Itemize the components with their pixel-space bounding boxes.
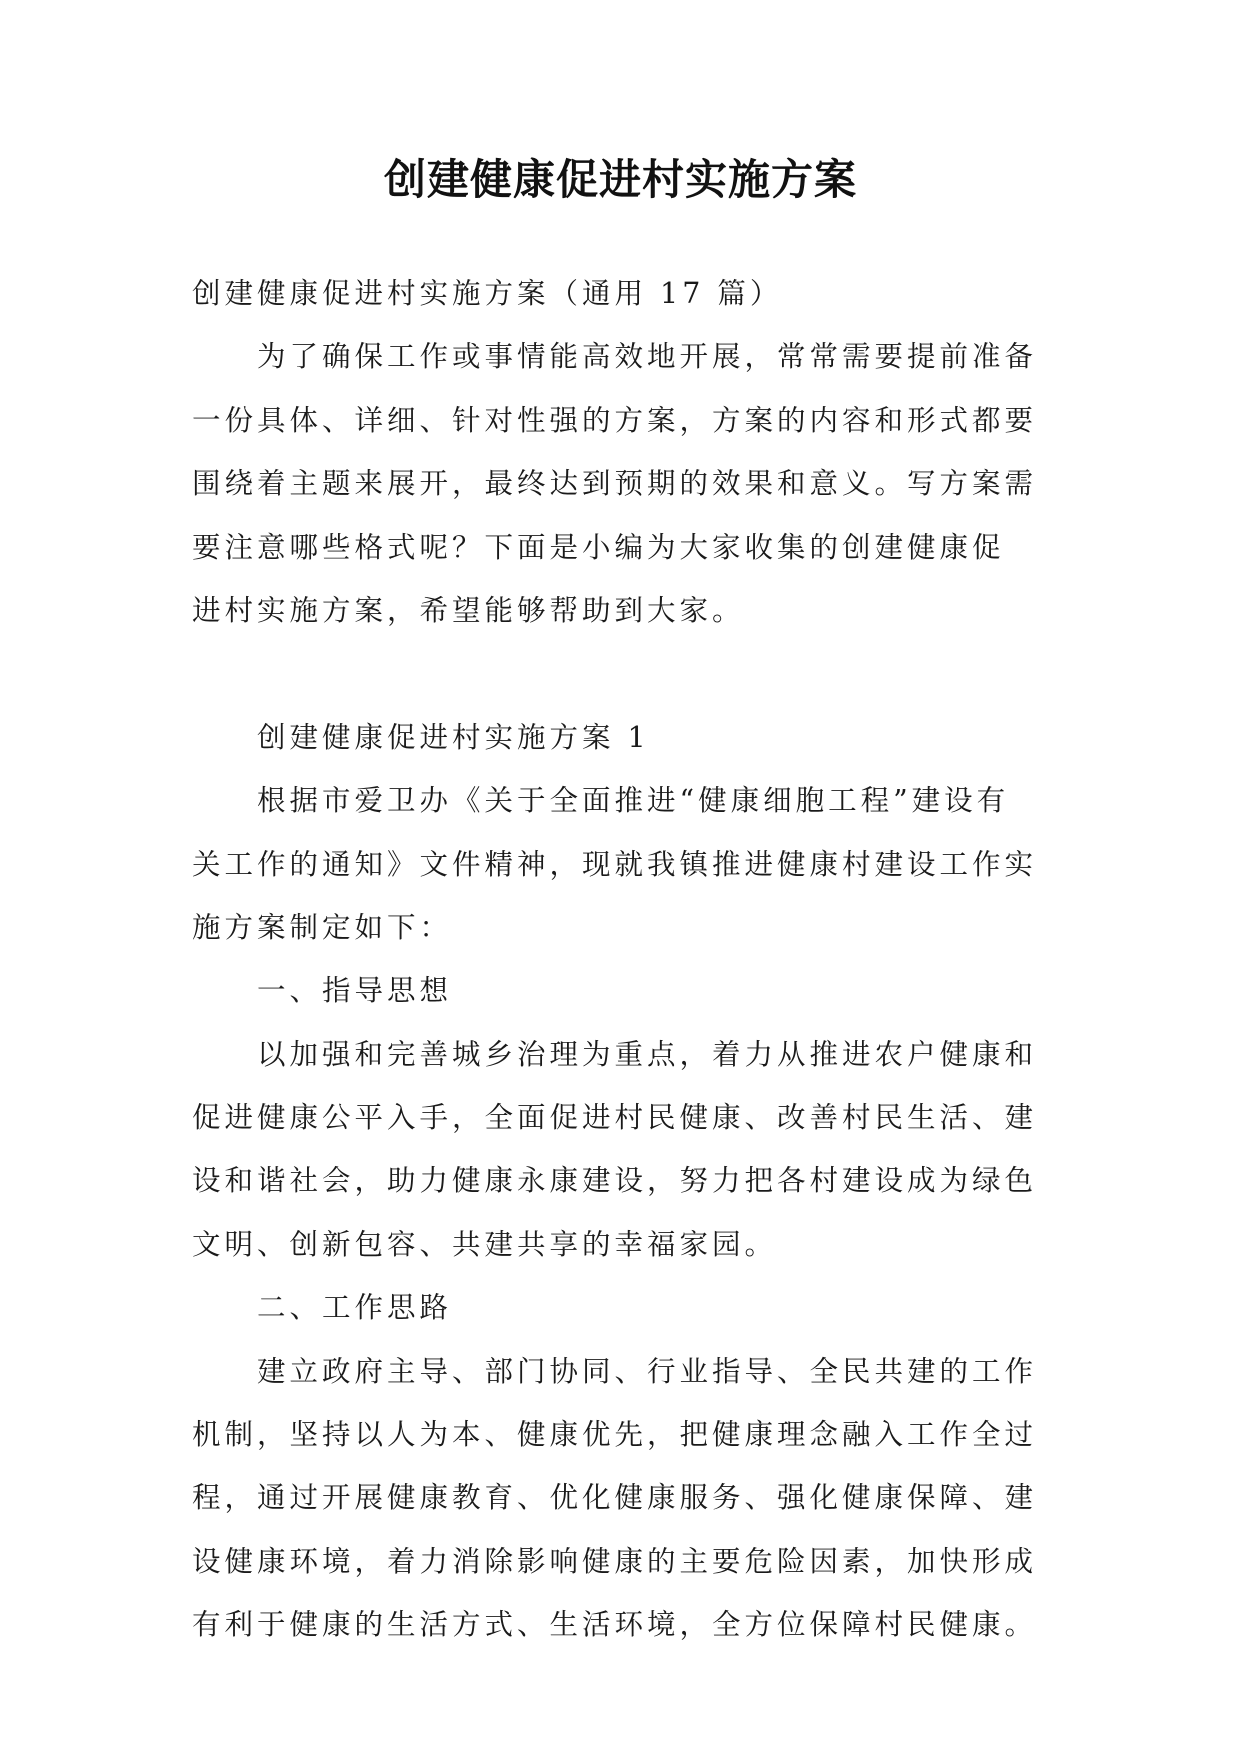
paragraph-line: 以加强和完善城乡治理为重点，着力从推进农户健康和 [257,1037,1038,1071]
paragraph-line: 要注意哪些格式呢？下面是小编为大家收集的创建健康促 [192,530,1005,564]
paragraph-line: 机制，坚持以人为本、健康优先，把健康理念融入工作全过 [192,1418,1038,1452]
heading-guiding-ideology: 一、指导思想 [257,974,453,1008]
heading-work-approach: 二、工作思路 [257,1291,453,1325]
section-heading: 创建健康促进村实施方案 1 [257,720,650,754]
document-subtitle: 创建健康促进村实施方案（通用 17 篇） [192,277,783,310]
document-body [192,262,1060,1657]
paragraph-line: 围绕着主题来展开，最终达到预期的效果和意义。写方案需 [192,467,1038,501]
paragraph-line: 施方案制定如下： [192,910,453,944]
guiding-paragraph [192,1023,1060,1277]
paragraph-line: 建立政府主导、部门协同、行业指导、全民共建的工作 [257,1354,1038,1388]
paragraph-line: 根据市爱卫办《关于全面推进“健康细胞工程”建设有 [257,784,1010,818]
paragraph-line: 文明、创新包容、共建共享的幸福家园。 [192,1227,778,1261]
paragraph-line: 为了确保工作或事情能高效地开展，常常需要提前准备 [257,340,1038,374]
paragraph-line: 关工作的通知》文件精神，现就我镇推进健康村建设工作实 [192,847,1038,881]
intro-paragraph [192,325,1060,642]
paragraph-line: 有利于健康的生活方式、生活环境，全方位保障村民健康。 [192,1608,1038,1642]
paragraph-line: 一份具体、详细、针对性强的方案，方案的内容和形式都要 [192,403,1038,437]
paragraph-line: 设和谐社会，助力健康永康建设，努力把各村建设成为绿色 [192,1164,1038,1198]
paragraph-line: 程，通过开展健康教育、优化健康服务、强化健康保障、建 [192,1481,1038,1515]
work-paragraph [192,1340,1060,1657]
paragraph-line: 进村实施方案，希望能够帮助到大家。 [192,593,745,627]
document-title: 创建健康促进村实施方案 [383,155,857,204]
paragraph-line: 设健康环境，着力消除影响健康的主要危险因素，加快形成 [192,1544,1038,1578]
paragraph-line: 促进健康公平入手，全面促进村民健康、改善村民生活、建 [192,1101,1038,1135]
paragraph-spacer [192,642,1060,705]
section1-paragraph [192,769,1060,959]
